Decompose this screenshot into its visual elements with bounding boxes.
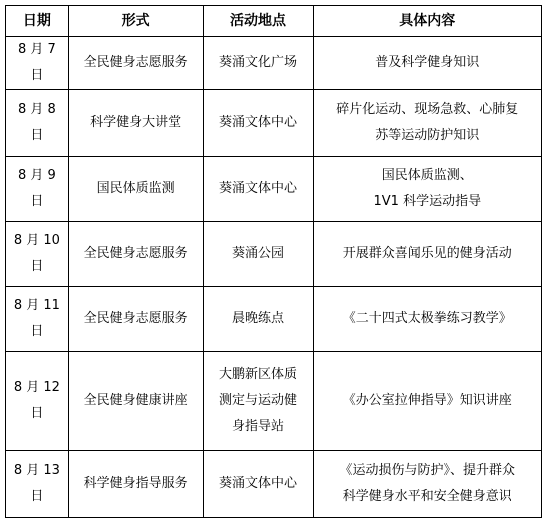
place-line: 晨晚练点	[232, 311, 285, 326]
place-cell	[203, 287, 313, 352]
content-line: 1V1 科学运动指导	[373, 194, 482, 209]
table-row	[6, 90, 542, 157]
header-content: 具体内容	[313, 6, 541, 37]
place-line: 大鹏新区体质	[219, 367, 298, 382]
date-line: 8 月 7 日	[17, 42, 56, 83]
form-cell: 科学健身指导服务	[68, 451, 203, 518]
content-cell	[313, 90, 541, 157]
place-cell	[203, 37, 313, 90]
place-cell	[203, 90, 313, 157]
place-cell	[203, 451, 313, 518]
table-row	[6, 451, 542, 518]
form-cell: 国民体质监测	[68, 157, 203, 222]
date-line: 8 月 9 日	[17, 168, 56, 209]
header-form: 形式	[68, 6, 203, 37]
content-cell	[313, 157, 541, 222]
content-line: 科学健身水平和安全健身意识	[342, 489, 512, 504]
date-cell	[6, 352, 69, 451]
content-line: 《办公室拉伸指导》知识讲座	[342, 393, 512, 408]
date-line: 8 月 10	[13, 233, 60, 248]
table-row	[6, 222, 542, 287]
date-cell	[6, 287, 69, 352]
header-place: 活动地点	[203, 6, 313, 37]
place-cell	[203, 222, 313, 287]
header-row	[6, 6, 542, 37]
date-cell	[6, 157, 69, 222]
activity-schedule-table	[5, 5, 542, 518]
form-cell: 全民健身志愿服务	[68, 222, 203, 287]
date-line: 8 月 11	[13, 298, 60, 313]
content-line: 碎片化运动、现场急救、心肺复	[336, 102, 519, 117]
content-cell	[313, 352, 541, 451]
place-line: 测定与运动健	[219, 393, 298, 408]
table-row	[6, 352, 542, 451]
date-cell	[6, 37, 69, 90]
form-cell: 全民健身健康讲座	[68, 352, 203, 451]
place-line: 葵涌文化广场	[219, 55, 298, 70]
header-date: 日期	[6, 6, 69, 37]
form-cell: 全民健身志愿服务	[68, 287, 203, 352]
table-row	[6, 287, 542, 352]
table-row	[6, 37, 542, 90]
date-line: 日	[30, 489, 44, 504]
content-cell	[313, 222, 541, 287]
date-cell	[6, 451, 69, 518]
place-cell	[203, 352, 313, 451]
place-line: 葵涌文体中心	[219, 476, 298, 491]
date-line: 8 月 8 日	[17, 102, 56, 143]
content-line: 普及科学健身知识	[375, 55, 480, 70]
content-cell	[313, 451, 541, 518]
content-cell	[313, 287, 541, 352]
form-cell: 科学健身大讲堂	[68, 90, 203, 157]
date-line: 日	[30, 324, 44, 339]
date-line: 8 月 12	[13, 380, 60, 395]
place-line: 身指导站	[232, 419, 285, 434]
place-cell	[203, 157, 313, 222]
content-cell	[313, 37, 541, 90]
content-line: 国民体质监测、	[381, 168, 473, 183]
date-line: 日	[30, 406, 44, 421]
table-row	[6, 157, 542, 222]
content-line: 开展群众喜闻乐见的健身活动	[342, 246, 512, 261]
date-cell	[6, 90, 69, 157]
date-line: 8 月 13	[13, 463, 60, 478]
date-line: 日	[30, 259, 44, 274]
form-cell: 全民健身志愿服务	[68, 37, 203, 90]
place-line: 葵涌文体中心	[219, 115, 298, 130]
content-line: 《二十四式太极拳练习教学》	[342, 311, 512, 326]
place-line: 葵涌文体中心	[219, 181, 298, 196]
date-cell	[6, 222, 69, 287]
content-line: 《运动损伤与防护》、提升群众	[339, 463, 516, 478]
place-line: 葵涌公园	[232, 246, 285, 261]
content-line: 苏等运动防护知识	[375, 128, 480, 143]
